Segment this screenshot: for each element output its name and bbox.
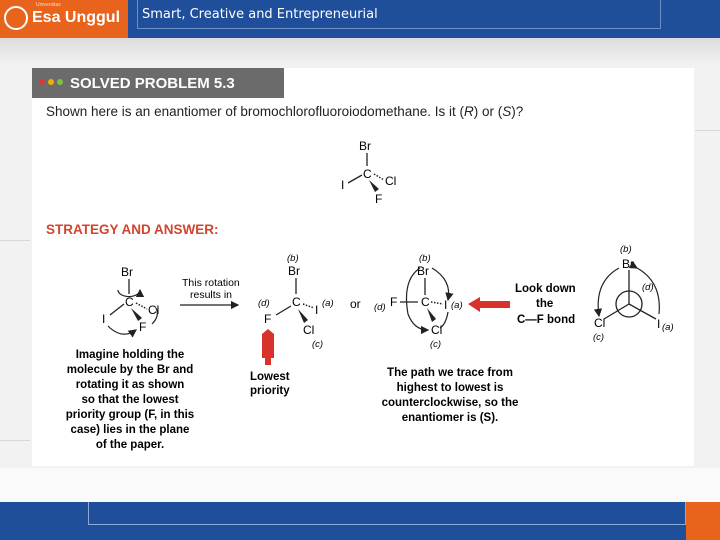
look-label-2: the — [536, 298, 554, 310]
logo-emblem-icon — [4, 6, 28, 30]
university-logo — [0, 0, 128, 38]
solved-problem-figure — [32, 68, 694, 466]
imagine-caption — [66, 349, 194, 451]
caption-line: of the paper. — [95, 439, 165, 451]
header-shadow-band — [0, 38, 720, 66]
label-a: (a) — [451, 300, 463, 311]
atom-cl: Cl — [303, 323, 315, 337]
atom-c: C — [292, 295, 301, 309]
atom-c: C — [363, 167, 372, 181]
caption-line: counterclockwise, so the — [381, 397, 519, 409]
label-c: (c) — [430, 339, 442, 350]
atom-i: I — [315, 303, 319, 317]
atom-br: Br — [417, 264, 429, 278]
lowest-priority-pointer — [262, 329, 274, 365]
path-caption — [382, 367, 519, 424]
caption-line: case) lies in the plane — [70, 424, 190, 436]
deco-line — [0, 240, 30, 241]
caption-line: Imagine holding the — [75, 349, 185, 361]
banner-title: SOLVED PROBLEM 5.3 — [70, 75, 235, 92]
label-a: (a) — [662, 322, 674, 333]
atom-i: I — [341, 178, 345, 192]
newman-projection — [593, 244, 674, 343]
banner-dot-green — [57, 79, 63, 85]
atom-cl: Cl — [431, 323, 443, 337]
atom-i: I — [444, 298, 448, 312]
atom-f: F — [375, 192, 383, 206]
look-label-1: Look down — [515, 283, 576, 295]
banner-dot-yellow — [48, 79, 54, 85]
footer-frame — [88, 502, 686, 525]
atom-i: I — [657, 317, 661, 331]
rotation-label-1: This rotation — [182, 277, 240, 289]
or-word: or — [350, 297, 361, 311]
atom-c: C — [125, 295, 134, 309]
path-trace-molecule — [374, 253, 463, 350]
label-b: (b) — [620, 244, 632, 255]
atom-i: I — [102, 312, 106, 326]
rotation-label-2: results in — [190, 289, 233, 301]
deco-line — [0, 440, 30, 441]
caption-line: molecule by the Br and — [66, 364, 194, 376]
question-text: Shown here is an enantiomer of bromochlorofluoroiodomethane. Is it (R) or (S)? — [46, 104, 524, 119]
label-d: (d) — [642, 282, 654, 293]
logo-text: Esa Unggul — [32, 9, 121, 26]
label-d: (d) — [258, 298, 270, 309]
rotating-molecule — [102, 265, 159, 334]
caption-line: priority group (F, in this — [65, 409, 195, 421]
strategy-heading: STRATEGY AND ANSWER: — [46, 222, 219, 237]
header-tagline: Smart, Creative and Entrepreneurial — [142, 7, 378, 22]
atom-c: C — [421, 295, 430, 309]
caption-line: so that the lowest — [81, 394, 179, 406]
atom-cl: Cl — [385, 174, 397, 188]
look-label-3: C—F bond — [517, 314, 576, 326]
footer-accent — [686, 502, 720, 540]
logo-subtext: Universitas — [36, 2, 61, 8]
caption-line: highest to lowest is — [396, 382, 504, 394]
atom-br: Br — [359, 139, 371, 153]
footer-spacer — [0, 468, 720, 502]
atom-f: F — [264, 312, 272, 326]
atom-br: Br — [288, 264, 300, 278]
atom-f: F — [390, 295, 398, 309]
atom-br: Br — [121, 265, 133, 279]
label-b: (b) — [287, 253, 299, 264]
caption-line: rotating it as shown — [75, 379, 185, 391]
label-c: (c) — [593, 332, 605, 343]
label-a: (a) — [322, 298, 334, 309]
question-molecule — [341, 139, 396, 206]
label-b: (b) — [419, 253, 431, 264]
deco-line — [695, 130, 720, 131]
look-down-arrow — [468, 297, 510, 312]
banner-dot-red — [39, 79, 45, 85]
caption-line: enantiomer is (S). — [401, 412, 499, 424]
textbook-figure — [32, 68, 694, 466]
atom-cl: Cl — [148, 303, 160, 317]
lowest-label-1: Lowest — [250, 371, 290, 383]
label-c: (c) — [312, 339, 324, 350]
lowest-label-2: priority — [250, 385, 290, 397]
label-d: (d) — [374, 302, 386, 313]
atom-cl: Cl — [594, 316, 606, 330]
atom-f: F — [139, 320, 147, 334]
atom-br: Br — [622, 257, 634, 271]
caption-line: The path we trace from — [387, 367, 513, 379]
